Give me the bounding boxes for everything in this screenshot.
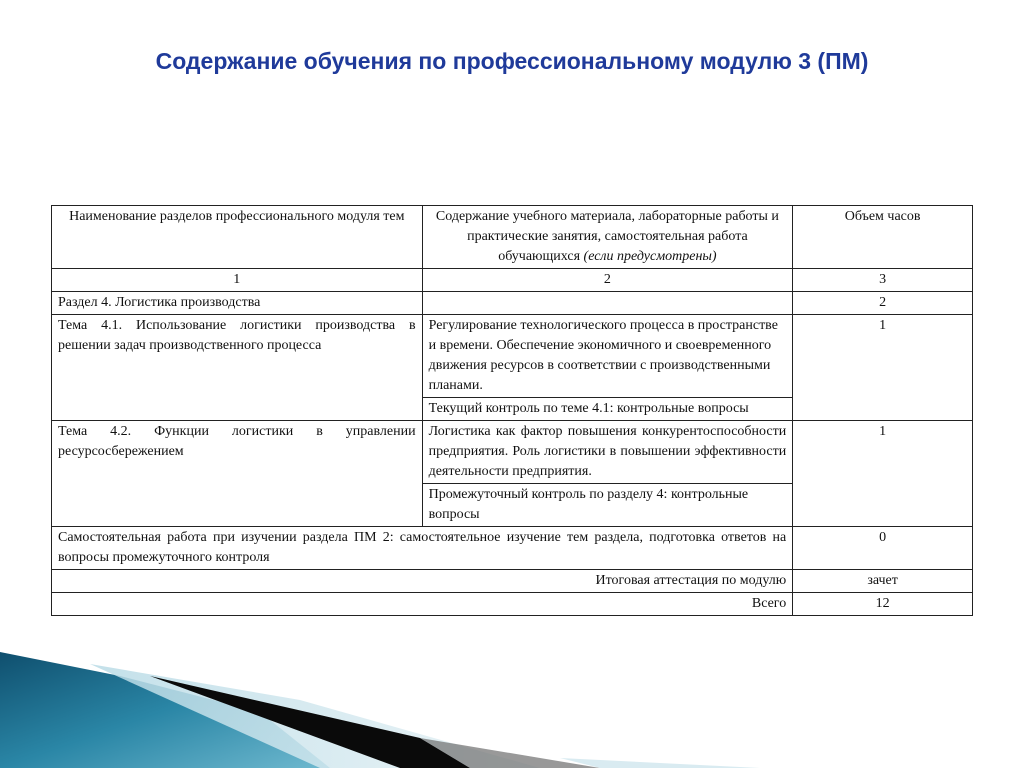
self-work-text: Самостоятельная работа при изучении раздела ПМ 2: самостоятельное изучение тем раздела, подготовка ответов на вопросы промежуточного контроля [52, 527, 793, 570]
section-title: Раздел 4. Логистика производства [52, 292, 423, 315]
table-row-topic-4-2 [52, 421, 973, 484]
total-value: 12 [793, 593, 973, 616]
topic-4-2-content: Логистика как фактор повышения конкурентоспособности предприятия. Роль логистики в повышении эффективности деятельности предприятия. [422, 421, 793, 484]
table-row-topic-4-1 [52, 315, 973, 398]
table-row-final [52, 570, 973, 593]
final-attestation-value: зачет [793, 570, 973, 593]
topic-4-2-hours: 1 [793, 421, 973, 527]
table-row-self-work [52, 527, 973, 570]
topic-4-1-content: Регулирование технологического процесса в пространстве и времени. Обеспечение экономичного и своевременного движения ресурсов в соответствии с производственными планами. [422, 315, 793, 398]
header-content-text: Содержание учебного материала, лабораторные работы и практические занятия, самостоятельная работа обучающихся [435, 209, 779, 264]
section-hours: 2 [793, 292, 973, 315]
topic-4-1-hours: 1 [793, 315, 973, 421]
final-attestation-label: Итоговая аттестация по модулю [52, 570, 793, 593]
column-number: 2 [422, 269, 793, 292]
table-row-section [52, 292, 973, 315]
page-title: Содержание обучения по профессиональному модулю 3 (ПМ) [155, 48, 869, 74]
topic-4-1-control: Текущий контроль по теме 4.1: контрольные вопросы [422, 398, 793, 421]
header-content-note: (если предусмотрены) [583, 249, 717, 264]
module-content-table [51, 205, 973, 616]
topic-4-2-control: Промежуточный контроль по разделу 4: контрольные вопросы [422, 484, 793, 527]
table-number-row [52, 269, 973, 292]
table-header-row [52, 206, 973, 269]
section-empty-cell [422, 292, 793, 315]
header-cell-content [422, 206, 793, 269]
total-label: Всего [52, 593, 793, 616]
table-row-total [52, 593, 973, 616]
column-number: 3 [793, 269, 973, 292]
column-number: 1 [52, 269, 423, 292]
topic-4-1-title: Тема 4.1. Использование логистики производства в решении задач производственного процесса [52, 315, 423, 421]
self-work-hours: 0 [793, 527, 973, 570]
header-cell-sections: Наименование разделов профессионального модуля тем [52, 206, 423, 269]
topic-4-2-title: Тема 4.2. Функции логистики в управлении ресурсосбережением [52, 421, 423, 527]
header-cell-hours: Объем часов [793, 206, 973, 269]
